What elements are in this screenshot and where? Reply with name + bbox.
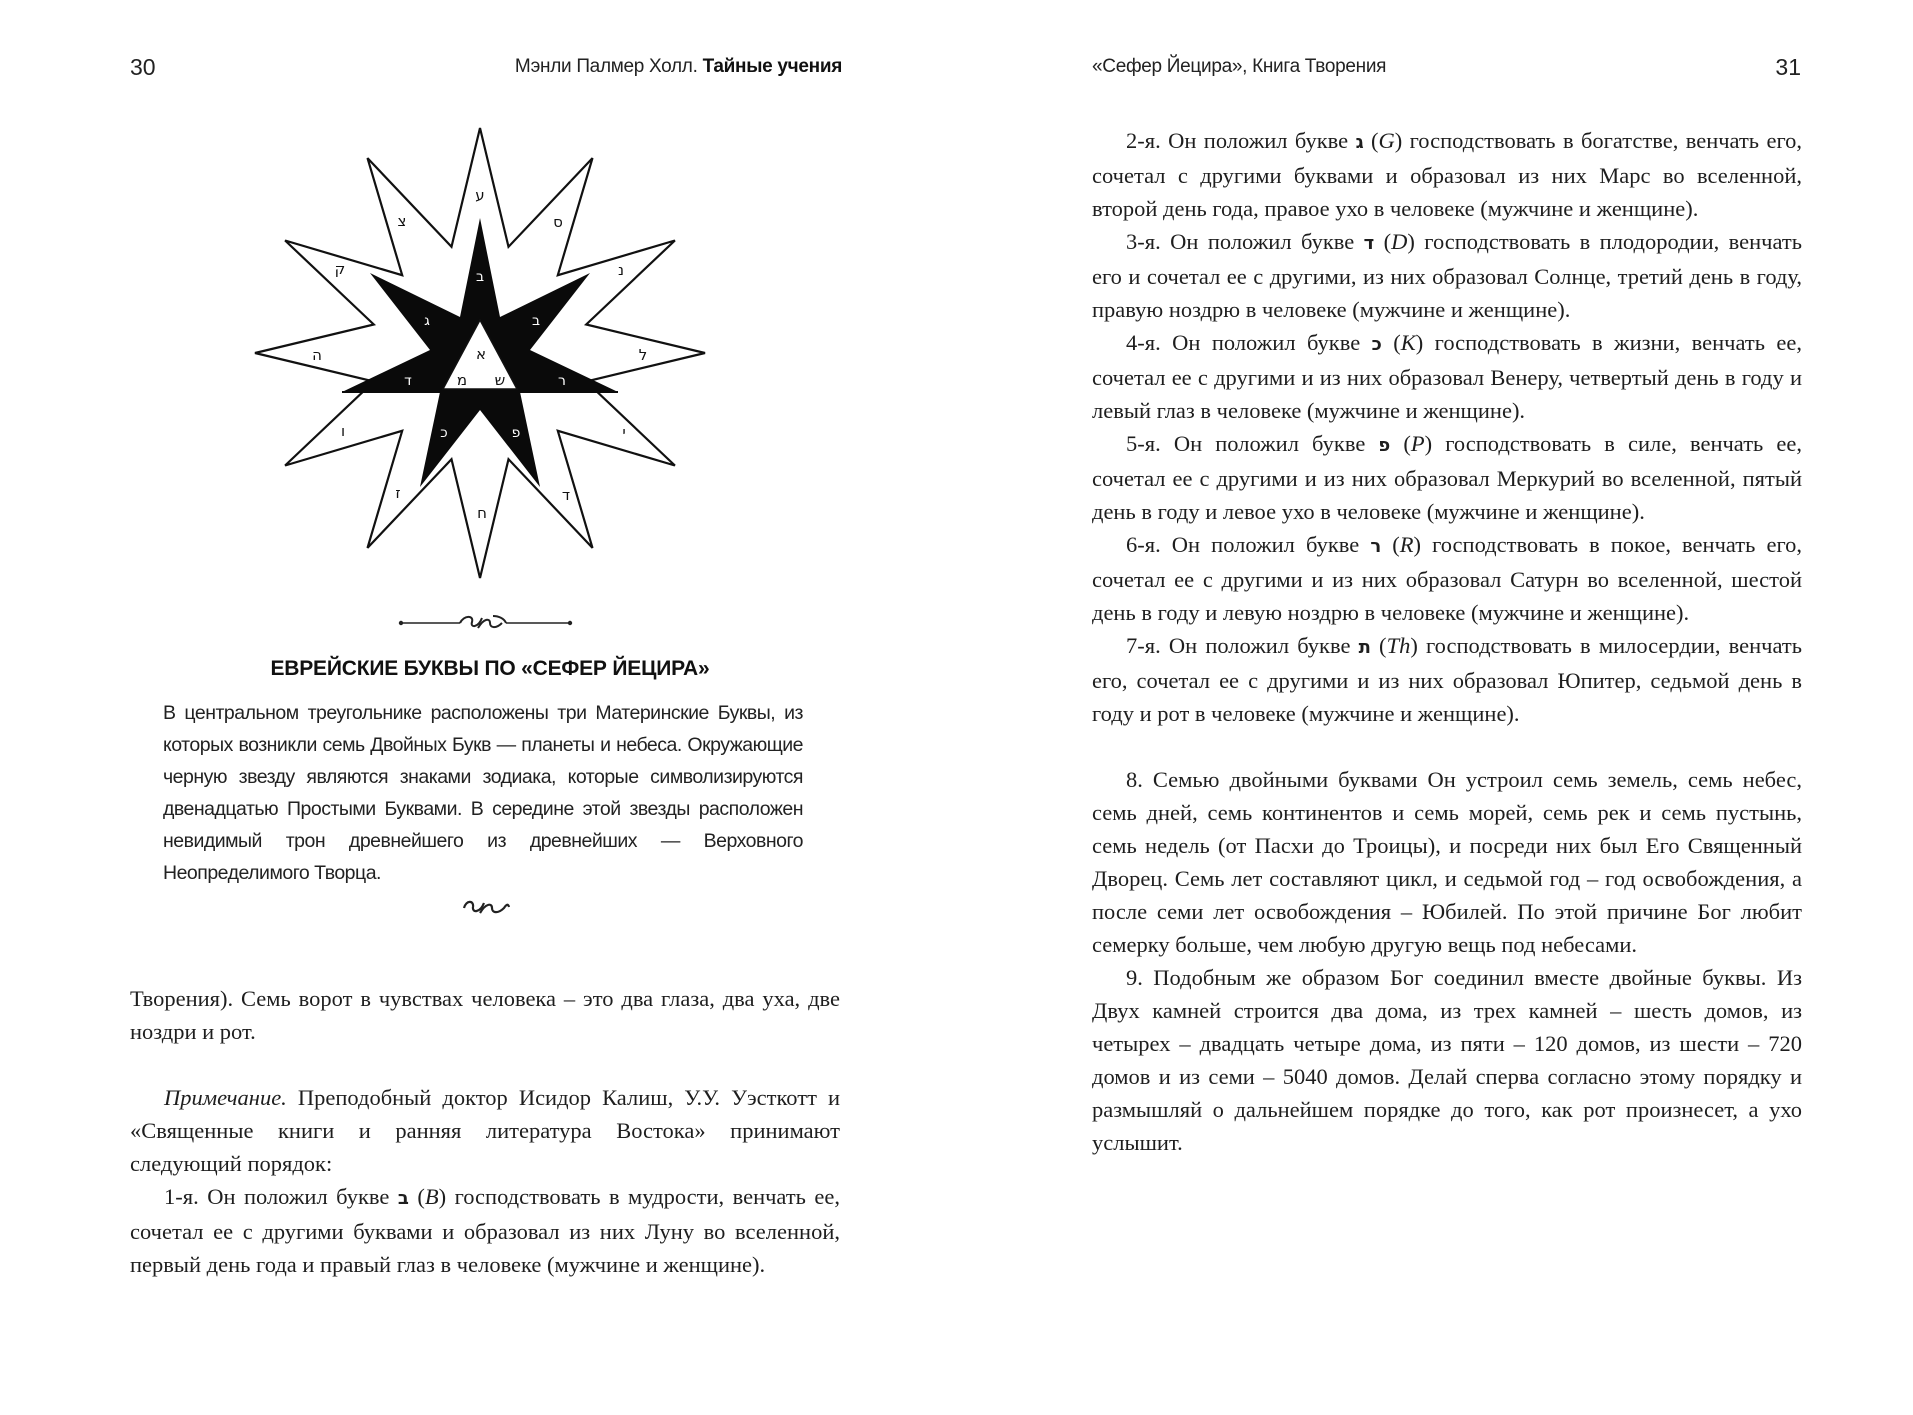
item-2: 2-я. Он положил букве ג (G) господствовать в богатстве, венчать его, сочетал с другими буквами и образовал из них Марс во вселенной, второй день года, правое ухо в человеке (мужчине и женщине). [1092,128,1802,221]
latin-letter: Th [1386,633,1411,658]
left-body-text [130,982,840,1281]
item-6: 6-я. Он положил букве ר (R) господствовать в покое, венчать его, сочетал ее с другими и из них образовал Сатурн во вселенной, шестой день в году и левую ноздрю в человеке (мужчине и женщине). [1092,532,1803,625]
center-letter: מ [456,371,468,389]
item-prefix: 5-я. Он положил букве [1126,431,1379,456]
item-3: 3-я. Он положил букве ד (D) господствовать в плодородии, венчать его и сочетал ее с другими, из них образовал Солнце, третий день в году, правую ноздрю в человеке (мужчине и женщине). [1092,229,1802,322]
note-label: Примечание. [164,1085,287,1110]
item-5: 5-я. Он положил букве פ (P) господствовать в силе, венчать ее, сочетал ее с другими и из них образовал Меркурий во вселенной, пятый день в году и левое ухо в человеке (мужчине и женщине). [1092,431,1803,524]
ornament-divider-top [398,612,573,634]
center-letter: ש [494,371,506,389]
item-prefix: 3-я. Он положил букве [1126,229,1364,254]
center-letter: א [475,345,487,363]
outer-letter: ד [561,486,571,504]
outer-letter: ע [475,186,485,204]
item-text: господствовать в силе, венчать ее, сочетал ее с другими и из них образовал Меркурий во вселенной, пятый день в году и левое ухо в человеке (мужчине и женщине). [1092,431,1803,524]
outer-letter: ח [477,504,487,522]
inner-letter: פ [511,425,521,441]
right-body-text [1092,124,1802,1159]
outer-letter: צ [397,212,407,230]
page-number-left: 30 [130,54,156,80]
inner-letter: ר [558,373,566,389]
hebrew-letter: פ [1378,435,1391,456]
outer-letter: ל [638,346,648,364]
item-4: 4-я. Он положил букве כ (K) господствовать в жизни, венчать ее, сочетал ее с другими и из них образовал Венеру, четвертый день в году и левый глаз в человеке (мужчине и женщине). [1092,330,1802,423]
hebrew-letter: ר [1370,536,1382,557]
outer-letter: ה [312,346,322,364]
hebrew-letter: ת [1358,637,1371,658]
outer-letter: ס [553,213,563,231]
running-head-book-title: Тайные учения [702,56,842,77]
hebrew-letter: ב [397,1188,409,1209]
inner-letter: ד [404,373,412,389]
hebrew-letter: ד [1363,233,1375,254]
running-head-left [515,56,842,78]
latin-letter: B [424,1184,439,1209]
item-prefix: 2-я. Он положил букве [1126,128,1356,153]
inner-letter: ג [424,313,430,329]
item-7: 7-я. Он положил букве ת (Th) господствовать в милосердии, венчать его, сочетал ее с другими и из них образовал Юпитер, седьмой день в году и рот в человеке (мужчине и женщине). [1092,633,1802,726]
paren: ) [438,1184,455,1209]
item-text: господствовать в плодородии, венчать его и сочетал ее с другими, из них образовал Солнце, третий день в году, правую ноздрю в человеке (мужчине и женщине). [1092,229,1802,322]
outer-letter: י [622,423,626,441]
item-text: господствовать в мудрости, венчать ее, сочетал ее с другими буквами и образовал из них Луну во вселенной, первый день года и правый глаз в человеке (мужчине и женщине). [130,1184,840,1277]
running-head-right: «Сефер Йецира», Книга Творения [1092,56,1387,77]
latin-letter: P [1410,431,1425,456]
running-head-author: Мэнли Палмер Холл. [514,56,698,77]
latin-letter: G [1378,128,1395,153]
item-prefix: 7-я. Он положил букве [1126,633,1359,658]
outer-letter: ו [340,422,346,440]
item-text: господствовать в богатстве, венчать его, сочетал с другими буквами и образовал из них Марс во вселенной, второй день года, правое ухо в человеке (мужчине и женщине). [1092,128,1802,221]
figure-caption-text: В центральном треугольнике расположены три Материнские Буквы, из которых возникли семь Двойных Букв — планеты и небеса. Окружающие черную звезду являются знаками зодиака, которые символизируются двенадцатью Простыми Буквами. В середине этой звезды расположен невидимый трон древнейшего из древнейших — Верховного Неопределимого Творца. [163,702,803,884]
inner-letter: ב [531,313,541,329]
item-prefix: 6-я. Он положил букве [1126,532,1371,557]
latin-letter: R [1399,532,1414,557]
note-text: Преподобный доктор Исидор Калиш, У.У. Уэсткотт и «Священные книги и ранняя литература Востока» принимают следующий порядок: [130,1085,840,1176]
ornament-divider-bottom [460,897,512,919]
paragraph: Творения). Семь ворот в чувствах человека – это два глаза, два уха, две ноздри и рот. [130,986,840,1044]
item-text: господствовать в милосердии, венчать его, сочетал ее с другими и из них образовал Юпитер, седьмой день в году и рот в человеке (мужчине и женщине). [1092,633,1802,726]
item-text: господствовать в жизни, венчать ее, сочетал ее с другими и из них образовал Венеру, четвертый день в году и левый глаз в человеке (мужчине и женщине). [1092,330,1802,423]
note-paragraph [130,1081,840,1180]
hebrew-letter: ג [1355,132,1364,153]
figure-caption-title: ЕВРЕЙСКИЕ БУКВЫ ПО «СЕФЕР ЙЕЦИРА» [270,657,710,680]
item-1 [130,1180,840,1281]
hebrew-letter: כ [1371,334,1382,355]
inner-letter: כ [440,425,448,441]
latin-letter: D [1391,229,1408,254]
outer-letter: ק [334,260,346,278]
outer-letter: נ [617,261,625,279]
item-prefix: 1-я. Он положил букве [164,1184,398,1209]
paragraph-9: 9. Подобным же образом Бог соединил вместе двойные буквы. Из Двух камней строится два дома, из трех камней – шесть домов, из четырех – двадцать четыре дома, из пяти – 120 домов, из шести – 720 домов и из семи – 5040 домов. Делай сперва согласно этому порядку и размышляй о дальнейшем порядке до того, как рот произнесет, а ухо услышит. [1092,965,1802,1155]
item-text: господствовать в покое, венчать его, сочетал ее с другими и из них образовал Сатурн во вселенной, шестой день в году и левую ноздрю в человеке (мужчине и женщине). [1092,532,1803,625]
latin-letter: K [1400,330,1416,355]
item-prefix: 4-я. Он положил букве [1126,330,1372,355]
inner-letter: ב [475,269,485,285]
outer-letter: ז [395,484,401,502]
paren: ( [408,1184,425,1209]
hebrew-letters-star-figure [250,120,730,600]
page-number-right: 31 [1775,54,1801,80]
paragraph-8: 8. Семью двойными буквами Он устроил семь земель, семь небес, семь дней, семь континентов и семь морей, семь рек и семь пустынь, семь недель (от Пасхи до Троицы), и посреди них был Его Священный Дворец. Семь лет составляют цикл, и седьмой год – год освобождения, а после семи лет освобождения – Юбилей. По этой причине Бог любит семерку больше, чем любую другую вещь под небесами. [1092,767,1802,957]
left-page [0,0,956,1415]
